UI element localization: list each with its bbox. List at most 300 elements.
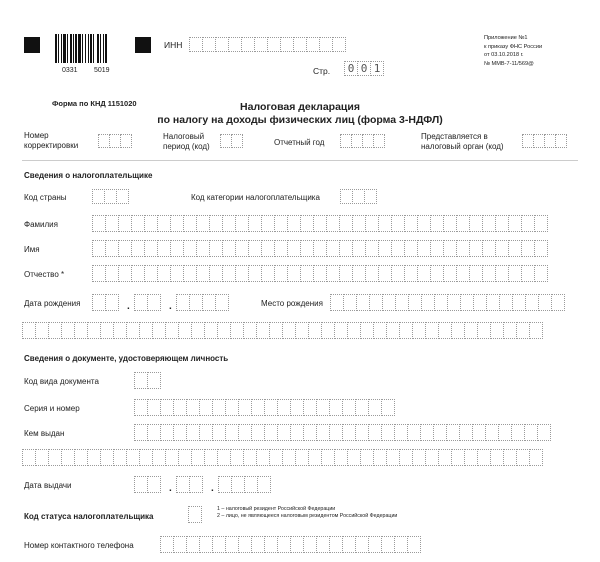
input-cell[interactable]: [421, 294, 435, 311]
input-cell[interactable]: [316, 399, 330, 416]
input-cell[interactable]: [173, 424, 187, 441]
input-cell[interactable]: [472, 424, 486, 441]
input-cell[interactable]: [394, 536, 408, 553]
input-cell[interactable]: [464, 449, 478, 466]
input-cell[interactable]: [344, 61, 358, 76]
input-cell[interactable]: [277, 536, 291, 553]
input-cell[interactable]: [274, 240, 288, 257]
input-cell[interactable]: [287, 240, 301, 257]
input-cell[interactable]: [412, 322, 426, 339]
input-cell[interactable]: [157, 215, 171, 232]
input-cell[interactable]: [355, 399, 369, 416]
input-cell[interactable]: [495, 240, 509, 257]
input-cell[interactable]: [368, 536, 382, 553]
input-cell[interactable]: [290, 536, 304, 553]
input-cell[interactable]: [139, 322, 153, 339]
input-cell[interactable]: [295, 322, 309, 339]
input-cell[interactable]: [391, 265, 405, 282]
input-cell[interactable]: [282, 322, 296, 339]
input-cell[interactable]: [293, 37, 307, 52]
input-cell[interactable]: [430, 240, 444, 257]
input-cell[interactable]: [199, 536, 213, 553]
input-cell[interactable]: [303, 536, 317, 553]
input-cell[interactable]: [378, 215, 392, 232]
input-cell[interactable]: [394, 424, 408, 441]
input-cell[interactable]: [228, 37, 242, 52]
input-cell[interactable]: [508, 215, 522, 232]
input-cell[interactable]: [534, 265, 548, 282]
input-cell[interactable]: [508, 265, 522, 282]
input-cell[interactable]: [269, 322, 283, 339]
input-cell[interactable]: [308, 449, 322, 466]
input-cell[interactable]: [144, 265, 158, 282]
input-cell[interactable]: [212, 536, 226, 553]
input-cell[interactable]: [209, 240, 223, 257]
input-cell[interactable]: [490, 449, 504, 466]
surname-field[interactable]: [92, 215, 547, 232]
input-cell[interactable]: [326, 265, 340, 282]
input-cell[interactable]: [329, 399, 343, 416]
input-cell[interactable]: [92, 294, 106, 311]
series-number-field[interactable]: [134, 399, 394, 416]
input-cell[interactable]: [176, 294, 190, 311]
input-cell[interactable]: [131, 240, 145, 257]
input-cell[interactable]: [369, 294, 383, 311]
input-cell[interactable]: [503, 322, 517, 339]
input-cell[interactable]: [313, 215, 327, 232]
input-cell[interactable]: [313, 265, 327, 282]
input-cell[interactable]: [241, 37, 255, 52]
input-cell[interactable]: [469, 215, 483, 232]
input-cell[interactable]: [230, 322, 244, 339]
issue-day-field[interactable]: [134, 476, 160, 493]
input-cell[interactable]: [456, 265, 470, 282]
input-cell[interactable]: [238, 536, 252, 553]
input-cell[interactable]: [217, 449, 231, 466]
input-cell[interactable]: [438, 322, 452, 339]
input-cell[interactable]: [417, 215, 431, 232]
input-cell[interactable]: [373, 322, 387, 339]
input-cell[interactable]: [303, 399, 317, 416]
input-cell[interactable]: [160, 424, 174, 441]
input-cell[interactable]: [321, 449, 335, 466]
input-cell[interactable]: [368, 399, 382, 416]
input-cell[interactable]: [290, 399, 304, 416]
input-cell[interactable]: [391, 240, 405, 257]
birth-place-field[interactable]: [330, 294, 564, 311]
input-cell[interactable]: [118, 265, 132, 282]
input-cell[interactable]: [404, 215, 418, 232]
input-cell[interactable]: [477, 449, 491, 466]
input-cell[interactable]: [425, 449, 439, 466]
input-cell[interactable]: [274, 265, 288, 282]
input-cell[interactable]: [399, 449, 413, 466]
input-cell[interactable]: [381, 424, 395, 441]
input-cell[interactable]: [61, 322, 75, 339]
input-cell[interactable]: [334, 449, 348, 466]
input-cell[interactable]: [280, 37, 294, 52]
input-cell[interactable]: [295, 449, 309, 466]
input-cell[interactable]: [407, 424, 421, 441]
input-cell[interactable]: [300, 240, 314, 257]
input-cell[interactable]: [147, 476, 161, 493]
input-cell[interactable]: [209, 265, 223, 282]
input-cell[interactable]: [173, 399, 187, 416]
input-cell[interactable]: [157, 265, 171, 282]
input-cell[interactable]: [100, 449, 114, 466]
input-cell[interactable]: [485, 424, 499, 441]
input-cell[interactable]: [165, 322, 179, 339]
input-cell[interactable]: [254, 37, 268, 52]
input-cell[interactable]: [261, 215, 275, 232]
input-cell[interactable]: [456, 215, 470, 232]
input-cell[interactable]: [204, 449, 218, 466]
input-cell[interactable]: [139, 449, 153, 466]
input-cell[interactable]: [373, 134, 385, 148]
input-cell[interactable]: [395, 294, 409, 311]
input-cell[interactable]: [160, 399, 174, 416]
input-cell[interactable]: [183, 215, 197, 232]
input-cell[interactable]: [196, 240, 210, 257]
input-cell[interactable]: [334, 322, 348, 339]
input-cell[interactable]: [209, 215, 223, 232]
input-cell[interactable]: [144, 215, 158, 232]
input-cell[interactable]: [512, 294, 526, 311]
input-cell[interactable]: [170, 265, 184, 282]
input-cell[interactable]: [212, 399, 226, 416]
input-cell[interactable]: [316, 536, 330, 553]
input-cell[interactable]: [516, 449, 530, 466]
input-cell[interactable]: [495, 265, 509, 282]
input-cell[interactable]: [87, 449, 101, 466]
input-cell[interactable]: [425, 322, 439, 339]
input-cell[interactable]: [391, 215, 405, 232]
input-cell[interactable]: [482, 240, 496, 257]
input-cell[interactable]: [48, 449, 62, 466]
input-cell[interactable]: [482, 265, 496, 282]
input-cell[interactable]: [256, 322, 270, 339]
input-cell[interactable]: [524, 424, 538, 441]
input-cell[interactable]: [189, 476, 203, 493]
input-cell[interactable]: [199, 424, 213, 441]
input-cell[interactable]: [469, 240, 483, 257]
patronymic-field[interactable]: [92, 265, 547, 282]
input-cell[interactable]: [352, 265, 366, 282]
input-cell[interactable]: [303, 424, 317, 441]
input-cell[interactable]: [100, 322, 114, 339]
input-cell[interactable]: [186, 399, 200, 416]
input-cell[interactable]: [92, 265, 106, 282]
input-cell[interactable]: [105, 265, 119, 282]
input-cell[interactable]: [339, 240, 353, 257]
input-cell[interactable]: [342, 536, 356, 553]
input-cell[interactable]: [290, 424, 304, 441]
input-cell[interactable]: [196, 265, 210, 282]
input-cell[interactable]: [339, 265, 353, 282]
input-cell[interactable]: [126, 449, 140, 466]
input-cell[interactable]: [157, 240, 171, 257]
input-cell[interactable]: [183, 240, 197, 257]
input-cell[interactable]: [313, 240, 327, 257]
input-cell[interactable]: [92, 240, 106, 257]
input-cell[interactable]: [235, 265, 249, 282]
input-cell[interactable]: [287, 215, 301, 232]
input-cell[interactable]: [357, 61, 371, 76]
input-cell[interactable]: [189, 294, 203, 311]
input-cell[interactable]: [105, 240, 119, 257]
input-cell[interactable]: [87, 322, 101, 339]
input-cell[interactable]: [355, 424, 369, 441]
input-cell[interactable]: [267, 37, 281, 52]
input-cell[interactable]: [343, 294, 357, 311]
birth-day-field[interactable]: [92, 294, 118, 311]
input-cell[interactable]: [365, 215, 379, 232]
input-cell[interactable]: [486, 294, 500, 311]
input-cell[interactable]: [339, 215, 353, 232]
input-cell[interactable]: [443, 265, 457, 282]
input-cell[interactable]: [215, 294, 229, 311]
input-cell[interactable]: [147, 424, 161, 441]
input-cell[interactable]: [459, 424, 473, 441]
input-cell[interactable]: [378, 240, 392, 257]
input-cell[interactable]: [235, 240, 249, 257]
input-cell[interactable]: [248, 215, 262, 232]
input-cell[interactable]: [521, 265, 535, 282]
input-cell[interactable]: [35, 322, 49, 339]
input-cell[interactable]: [113, 322, 127, 339]
input-cell[interactable]: [173, 536, 187, 553]
input-cell[interactable]: [251, 424, 265, 441]
input-cell[interactable]: [113, 449, 127, 466]
input-cell[interactable]: [225, 536, 239, 553]
input-cell[interactable]: [529, 322, 543, 339]
input-cell[interactable]: [356, 294, 370, 311]
input-cell[interactable]: [134, 372, 148, 389]
input-cell[interactable]: [248, 265, 262, 282]
input-cell[interactable]: [264, 424, 278, 441]
input-cell[interactable]: [447, 294, 461, 311]
input-cell[interactable]: [368, 424, 382, 441]
phone-field[interactable]: [160, 536, 420, 553]
input-cell[interactable]: [118, 240, 132, 257]
input-cell[interactable]: [521, 240, 535, 257]
input-cell[interactable]: [215, 37, 229, 52]
input-cell[interactable]: [48, 322, 62, 339]
input-cell[interactable]: [231, 476, 245, 493]
input-cell[interactable]: [469, 265, 483, 282]
input-cell[interactable]: [386, 322, 400, 339]
input-cell[interactable]: [412, 449, 426, 466]
input-cell[interactable]: [430, 265, 444, 282]
input-cell[interactable]: [170, 240, 184, 257]
input-cell[interactable]: [251, 536, 265, 553]
input-cell[interactable]: [373, 449, 387, 466]
input-cell[interactable]: [347, 449, 361, 466]
input-cell[interactable]: [534, 215, 548, 232]
input-cell[interactable]: [235, 215, 249, 232]
input-cell[interactable]: [503, 449, 517, 466]
input-cell[interactable]: [347, 322, 361, 339]
input-cell[interactable]: [378, 265, 392, 282]
input-cell[interactable]: [74, 322, 88, 339]
input-cell[interactable]: [365, 265, 379, 282]
input-cell[interactable]: [170, 215, 184, 232]
input-cell[interactable]: [243, 449, 257, 466]
issue-year-field[interactable]: [218, 476, 270, 493]
input-cell[interactable]: [116, 189, 129, 204]
input-cell[interactable]: [490, 322, 504, 339]
input-cell[interactable]: [355, 536, 369, 553]
input-cell[interactable]: [183, 265, 197, 282]
issue-month-field[interactable]: [176, 476, 202, 493]
input-cell[interactable]: [248, 240, 262, 257]
input-cell[interactable]: [231, 134, 243, 148]
input-cell[interactable]: [74, 449, 88, 466]
input-cell[interactable]: [451, 322, 465, 339]
input-cell[interactable]: [212, 424, 226, 441]
input-cell[interactable]: [202, 37, 216, 52]
input-cell[interactable]: [555, 134, 567, 148]
input-cell[interactable]: [300, 265, 314, 282]
input-cell[interactable]: [256, 449, 270, 466]
input-cell[interactable]: [282, 449, 296, 466]
input-cell[interactable]: [364, 189, 377, 204]
input-cell[interactable]: [264, 399, 278, 416]
input-cell[interactable]: [178, 449, 192, 466]
input-cell[interactable]: [277, 424, 291, 441]
input-cell[interactable]: [329, 424, 343, 441]
input-cell[interactable]: [222, 215, 236, 232]
input-cell[interactable]: [365, 240, 379, 257]
input-cell[interactable]: [186, 424, 200, 441]
input-cell[interactable]: [417, 265, 431, 282]
input-cell[interactable]: [399, 322, 413, 339]
input-cell[interactable]: [321, 322, 335, 339]
input-cell[interactable]: [152, 322, 166, 339]
tax-period-field[interactable]: [220, 134, 242, 148]
input-cell[interactable]: [131, 215, 145, 232]
input-cell[interactable]: [404, 265, 418, 282]
input-cell[interactable]: [243, 322, 257, 339]
input-cell[interactable]: [105, 294, 119, 311]
input-cell[interactable]: [404, 240, 418, 257]
input-cell[interactable]: [61, 449, 75, 466]
input-cell[interactable]: [407, 536, 421, 553]
input-cell[interactable]: [326, 240, 340, 257]
input-cell[interactable]: [134, 424, 148, 441]
input-cell[interactable]: [430, 215, 444, 232]
input-cell[interactable]: [342, 424, 356, 441]
category-code-field[interactable]: [340, 189, 376, 204]
input-cell[interactable]: [165, 449, 179, 466]
input-cell[interactable]: [551, 294, 565, 311]
input-cell[interactable]: [134, 399, 148, 416]
page-number-field[interactable]: [344, 61, 383, 76]
input-cell[interactable]: [134, 476, 148, 493]
input-cell[interactable]: [251, 399, 265, 416]
input-cell[interactable]: [22, 449, 36, 466]
input-cell[interactable]: [269, 449, 283, 466]
input-cell[interactable]: [199, 399, 213, 416]
input-cell[interactable]: [105, 215, 119, 232]
issued-by-field-line2[interactable]: [22, 449, 542, 466]
input-cell[interactable]: [126, 322, 140, 339]
input-cell[interactable]: [277, 399, 291, 416]
status-code-field[interactable]: [188, 506, 201, 523]
input-cell[interactable]: [534, 240, 548, 257]
input-cell[interactable]: [525, 294, 539, 311]
input-cell[interactable]: [152, 449, 166, 466]
input-cell[interactable]: [147, 294, 161, 311]
input-cell[interactable]: [538, 294, 552, 311]
input-cell[interactable]: [238, 424, 252, 441]
input-cell[interactable]: [222, 240, 236, 257]
input-cell[interactable]: [319, 37, 333, 52]
input-cell[interactable]: [537, 424, 551, 441]
input-cell[interactable]: [511, 424, 525, 441]
input-cell[interactable]: [191, 449, 205, 466]
input-cell[interactable]: [217, 322, 231, 339]
inn-field[interactable]: [189, 37, 345, 52]
input-cell[interactable]: [257, 476, 271, 493]
input-cell[interactable]: [22, 322, 36, 339]
input-cell[interactable]: [186, 536, 200, 553]
input-cell[interactable]: [498, 424, 512, 441]
input-cell[interactable]: [191, 322, 205, 339]
input-cell[interactable]: [330, 294, 344, 311]
input-cell[interactable]: [508, 240, 522, 257]
input-cell[interactable]: [451, 449, 465, 466]
input-cell[interactable]: [342, 399, 356, 416]
input-cell[interactable]: [118, 215, 132, 232]
input-cell[interactable]: [264, 536, 278, 553]
input-cell[interactable]: [287, 265, 301, 282]
input-cell[interactable]: [529, 449, 543, 466]
input-cell[interactable]: [261, 240, 275, 257]
input-cell[interactable]: [178, 322, 192, 339]
input-cell[interactable]: [329, 536, 343, 553]
country-code-field[interactable]: [92, 189, 128, 204]
input-cell[interactable]: [306, 37, 320, 52]
input-cell[interactable]: [134, 294, 148, 311]
input-cell[interactable]: [120, 134, 132, 148]
input-cell[interactable]: [147, 372, 161, 389]
input-cell[interactable]: [160, 536, 174, 553]
input-cell[interactable]: [381, 399, 395, 416]
input-cell[interactable]: [131, 265, 145, 282]
input-cell[interactable]: [144, 240, 158, 257]
input-cell[interactable]: [308, 322, 322, 339]
input-cell[interactable]: [218, 476, 232, 493]
input-cell[interactable]: [382, 294, 396, 311]
input-cell[interactable]: [420, 424, 434, 441]
input-cell[interactable]: [332, 37, 346, 52]
input-cell[interactable]: [438, 449, 452, 466]
input-cell[interactable]: [189, 37, 203, 52]
input-cell[interactable]: [316, 424, 330, 441]
input-cell[interactable]: [244, 476, 258, 493]
doc-type-code-field[interactable]: [134, 372, 160, 389]
input-cell[interactable]: [326, 215, 340, 232]
correction-number-field[interactable]: [98, 134, 131, 148]
input-cell[interactable]: [433, 424, 447, 441]
input-cell[interactable]: [499, 294, 513, 311]
input-cell[interactable]: [456, 240, 470, 257]
input-cell[interactable]: [202, 294, 216, 311]
input-cell[interactable]: [352, 240, 366, 257]
input-cell[interactable]: [434, 294, 448, 311]
input-cell[interactable]: [225, 424, 239, 441]
